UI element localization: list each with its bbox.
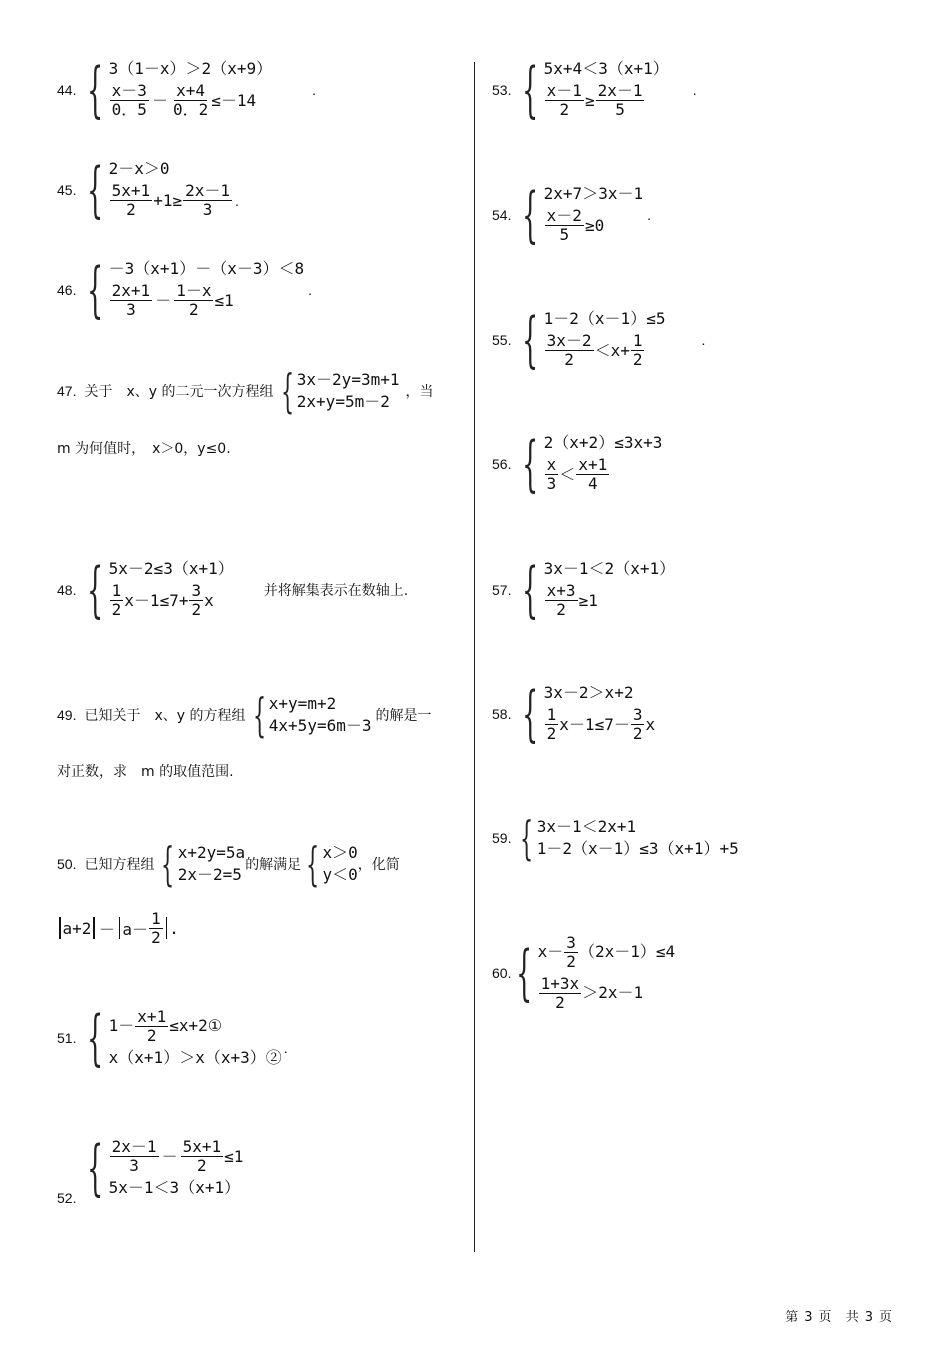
fraction: $\frac{x-3}{0.5}$ xyxy=(111,81,147,119)
problem-49: 49. 已知关于 x、y 的方程组 { x+y=m+2 4x+5y=6m－3 的解是一 xyxy=(57,688,432,742)
system-line-2: $\frac{5x+1}{2}$ +1≥ $\frac{2x-1}{3}$ . xyxy=(111,181,239,219)
left-brace: { xyxy=(87,1002,104,1073)
problem-45: 45. { 2－x＞0 $\frac{5x+1}{2}$ +1≥ $\frac{2x-1}{3}$ . xyxy=(57,154,239,225)
problem-59: 59. { 3x－1＜2x+1 1－2（x－1）≤3（x+1）+5 xyxy=(492,811,739,865)
system-line-1: x+2y=5a xyxy=(177,842,246,862)
problem-47: 47. 关于 x、y 的二元一次方程组 { 3x－2y=3m+1 2x+y=5m－2 ，当 xyxy=(57,364,434,418)
problem-44: 44. { 3（1－x）＞2（x+9） $\frac{x-3}{0.5}$ － $\frac{x+4}{0.2}$ ≤－14 . xyxy=(57,54,316,125)
left-brace: { xyxy=(87,254,104,325)
system-line-2: 2x+y=5m－2 xyxy=(296,392,390,411)
left-brace: { xyxy=(522,179,539,250)
problem-number: 44. xyxy=(57,81,77,98)
system-line-1: 3x－2＞x+2 xyxy=(543,683,634,702)
system-line-1: 3x－1＜2x+1 xyxy=(536,816,637,836)
problem-53: 53. { 5x+4＜3（x+1） $\frac{x-1}{2}$ ≥ $\frac{2x-1}{5}$ . xyxy=(492,54,697,125)
condition-1: x＞0 xyxy=(322,842,358,862)
left-brace: { xyxy=(87,1133,104,1203)
system-line-2: $\frac{2x+1}{3}$ － $\frac{1-x}{2}$ ≤1 xyxy=(111,281,234,319)
problem-58: 58. { 3x－2＞x+2 $\frac{1}{2}$ x－1≤7－ $\frac{3}{2}$ x xyxy=(492,678,656,749)
left-brace: { xyxy=(306,837,320,891)
system-line-2: $\frac{x}{3}$ ＜ $\frac{x+1}{4}$ xyxy=(546,455,608,493)
problem-57: 57. { 3x－1＜2（x+1） $\frac{x+3}{2}$ ≥1 xyxy=(492,554,676,625)
problem-50: 50. 已知方程组 { x+2y=5a 2x－2=5 的解满足 { x＞0 y＜0 ，化简 xyxy=(57,837,400,891)
system-line-2: 5x－1＜3（x+1） xyxy=(108,1178,241,1198)
system-line-1: x－ $\frac{3}{2}$ （2x－1）≤4 xyxy=(537,933,676,971)
system-line-1: 5x+4＜3（x+1） xyxy=(543,59,669,78)
system-line-2: 2x－2=5 xyxy=(177,865,242,884)
left-brace: { xyxy=(280,364,294,418)
page-footer: 第 3 页 共 3 页 xyxy=(785,1310,892,1325)
system-line-1: 2（x+2）≤3x+3 xyxy=(543,433,663,452)
system-line-2: $\frac{x-3}{0.5}$ － $\frac{x+4}{0.2}$ ≤－14 xyxy=(111,81,257,119)
system-line-1: 2－x＞0 xyxy=(108,159,170,178)
total-pages: 3 xyxy=(864,1310,873,1325)
fraction: $\frac{x+4}{0.2}$ xyxy=(172,81,209,119)
problem-text: 关于 x、y 的二元一次方程组 xyxy=(84,384,274,400)
system-line-2: $\frac{1}{2}$ x－1≤7－ $\frac{3}{2}$ x xyxy=(546,705,656,743)
problem-48: 48. { 5x－2≤3（x+1） $\frac{1}{2}$ x－1≤7+ $\frac{3}{2}$ x 并将解集表示在数轴上. xyxy=(57,554,409,625)
system-line-1: 2x+7＞3x－1 xyxy=(543,184,644,203)
system-line-1: 3x－2y=3m+1 xyxy=(296,369,400,389)
left-brace: { xyxy=(522,304,539,375)
left-brace: { xyxy=(522,554,539,625)
system-line-1: $\frac{2x-1}{3}$ － $\frac{5x+1}{2}$ ≤1 xyxy=(111,1137,244,1175)
system-line-2: 4x+5y=6m－3 xyxy=(268,716,372,735)
system-line-2: 1－2（x－1）≤3（x+1）+5 xyxy=(536,839,739,858)
system-line-1: 1－ $\frac{x+1}{2}$ ≤x+2① xyxy=(108,1007,223,1045)
system-line-2: $\frac{1}{2}$ x－1≤7+ $\frac{3}{2}$ x xyxy=(111,581,214,619)
left-brace: { xyxy=(520,811,534,865)
system-line-2: $\frac{1+3x}{2}$ ＞2x－1 xyxy=(540,973,644,1012)
left-brace: { xyxy=(522,678,539,749)
system-line-2: $\frac{3x-2}{2}$ ＜x+ $\frac{1}{2}$ xyxy=(546,331,643,369)
problem-60: 60. { x－ $\frac{3}{2}$ （2x－1）≤4 $\frac{1+3x}{2}$ ＞2x－1 xyxy=(492,932,675,1014)
system-line-1: x+y=m+2 xyxy=(268,693,337,713)
system-line-1: 1－2（x－1）≤5 xyxy=(543,309,666,328)
problem-46: 46. { －3（x+1）－（x－3）＜8 $\frac{2x+1}{3}$ － $\frac{1-x}{2}$ ≤1 . xyxy=(57,254,312,325)
left-brace: { xyxy=(87,554,104,625)
left-brace: { xyxy=(252,688,266,742)
left-brace: { xyxy=(522,54,539,125)
left-brace: { xyxy=(522,428,539,499)
column-divider xyxy=(474,62,475,1252)
condition-2: y＜0 xyxy=(322,865,358,884)
system-line-1: 5x－2≤3（x+1） xyxy=(108,559,234,578)
problem-56: 56. { 2（x+2）≤3x+3 $\frac{x}{3}$ ＜ $\frac{x+1}{4}$ xyxy=(492,428,663,499)
problem-47-continued: m 为何值时， x＞0，y≤0. xyxy=(57,441,231,457)
system-line-2: $\frac{x-2}{5}$ ≥0 xyxy=(546,206,605,244)
problem-49-continued: 对正数，求 m 的取值范围. xyxy=(57,764,234,780)
system-line-1: 3x－1＜2（x+1） xyxy=(543,559,676,578)
system-line-1: 3（1－x）＞2（x+9） xyxy=(108,59,273,78)
left-brace: { xyxy=(87,154,104,225)
system-line-2: $\frac{x-1}{2}$ ≥ $\frac{2x-1}{5}$ xyxy=(546,81,643,119)
system-line-2: x（x+1）＞x（x+3）② xyxy=(108,1047,282,1067)
left-brace: { xyxy=(516,937,533,1008)
problem-52: 52. { $\frac{2x-1}{3}$ － $\frac{5x+1}{2}$ ≤1 5x－1＜3（x+1） xyxy=(57,1133,244,1206)
absolute-value-expression: a+2 － a－ $\frac{1}{2}$ . xyxy=(57,910,179,947)
current-page: 3 xyxy=(804,1310,813,1325)
problem-55: 55. { 1－2（x－1）≤5 $\frac{3x-2}{2}$ ＜x+ $\frac{1}{2}$ . xyxy=(492,304,706,375)
left-brace: { xyxy=(161,837,175,891)
system-line-1: －3（x+1）－（x－3）＜8 xyxy=(108,259,305,278)
problem-51: 51. { 1－ $\frac{x+1}{2}$ ≤x+2① x（x+1）＞x（x+3）② . xyxy=(57,1002,288,1073)
left-brace: { xyxy=(87,54,104,125)
problem-54: 54. { 2x+7＞3x－1 $\frac{x-2}{5}$ ≥0 . xyxy=(492,179,651,250)
system-line-2: $\frac{x+3}{2}$ ≥1 xyxy=(546,581,598,619)
inequality-system xyxy=(84,54,273,125)
